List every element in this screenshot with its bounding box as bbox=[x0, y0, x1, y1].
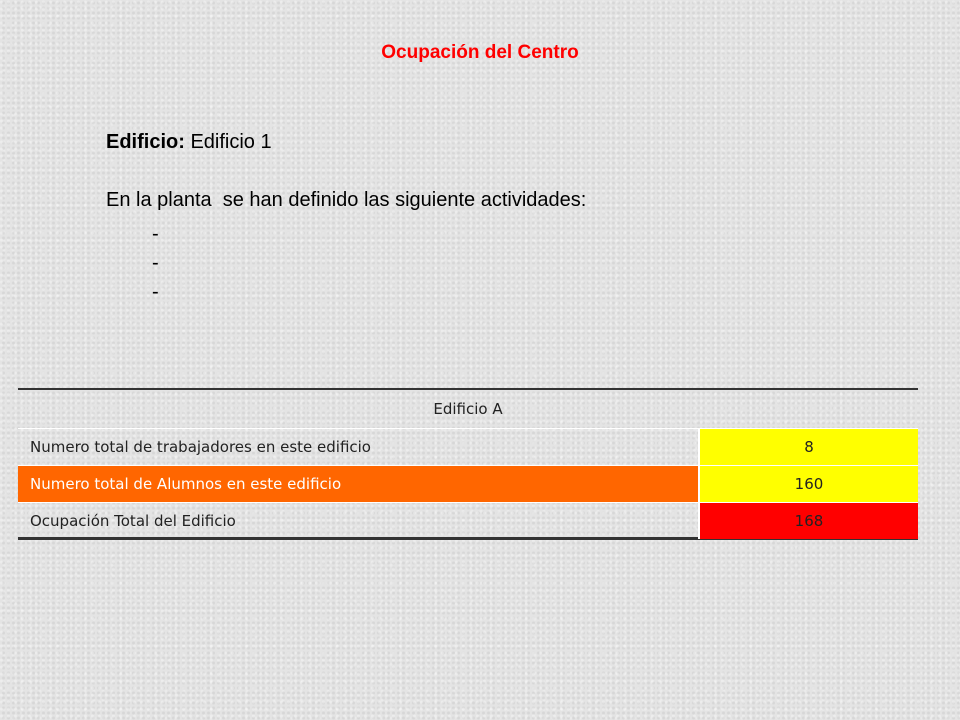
table-row-workers bbox=[18, 428, 918, 465]
table-header: Edificio A bbox=[433, 400, 503, 418]
workers-value: 8 bbox=[698, 429, 918, 465]
table-header-row bbox=[18, 390, 918, 428]
workers-label: Numero total de trabajadores en este edificio bbox=[30, 438, 371, 456]
building-value: Edificio 1 bbox=[184, 131, 272, 153]
occupancy-table bbox=[18, 388, 918, 540]
activity-item: - bbox=[152, 223, 159, 245]
students-value: 160 bbox=[698, 466, 918, 502]
building-line bbox=[106, 131, 272, 154]
building-label: Edificio: bbox=[106, 131, 185, 153]
table-row-students bbox=[18, 465, 918, 502]
total-label: Ocupación Total del Edificio bbox=[30, 512, 236, 530]
activity-item: - bbox=[152, 281, 159, 303]
table-row-total bbox=[18, 502, 918, 539]
activities-intro: En la planta se han definido las siguiente actividades: bbox=[106, 189, 587, 211]
page-title: Ocupación del Centro bbox=[381, 42, 579, 63]
activities-list bbox=[152, 220, 159, 307]
total-value: 168 bbox=[698, 503, 918, 539]
activity-item: - bbox=[152, 252, 159, 274]
students-label: Numero total de Alumnos en este edificio bbox=[18, 466, 698, 502]
